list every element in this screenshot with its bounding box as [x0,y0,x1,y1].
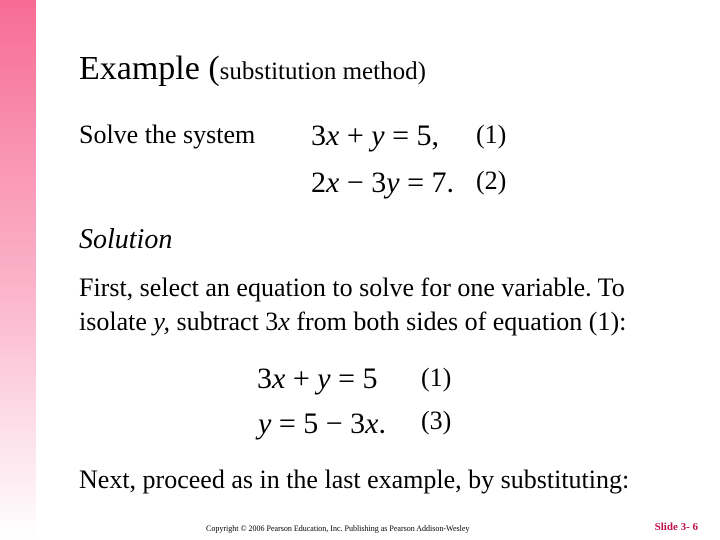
para-text: from both sides of equation (1): [289,307,627,336]
eq-term: = 5 [330,362,378,395]
para-variable-x: x [278,307,290,336]
eq-term: 3 [311,119,326,152]
eq-variable-x: x [365,407,379,440]
solution-paragraph-line-1: First, select an equation to solve for one variable. To [79,273,625,302]
eq-term: − 3 [339,166,387,199]
slide-title [79,52,426,86]
equation-number-1-repeat: (1) [421,363,452,392]
system-equation-2 [311,168,454,198]
slide-number: Slide 3- 6 [654,521,698,533]
copyright-footer: Copyright © 2006 Pearson Education, Inc. Publishing as Pearson Addison-Wesley [206,524,470,533]
accent-band [0,0,36,540]
eq-variable-y: y [258,407,272,440]
solution-equation-1 [257,364,378,394]
eq-term: + [339,119,372,152]
equation-number-3: (3) [421,406,452,435]
equation-number-1: (1) [476,120,507,149]
eq-term: = 5 − 3 [271,407,366,440]
eq-variable-y: y [371,119,385,152]
eq-variable-y: y [317,362,331,395]
eq-term: 2 [311,166,326,199]
solution-equation-3 [258,409,386,439]
solution-heading: Solution [79,224,173,255]
equation-number-2: (2) [476,166,507,195]
solution-paragraph-2: Next, proceed as in the last example, by substituting: [79,465,630,494]
eq-term: = 5, [384,119,439,152]
eq-variable-x: x [326,119,340,152]
para-text: isolate [79,307,154,336]
title-subtitle: substitution method) [219,58,426,85]
eq-variable-x: x [326,166,340,199]
problem-prompt: Solve the system [79,120,256,149]
system-equation-1 [311,121,439,151]
para-text: subtract 3 [169,307,279,336]
eq-term: . [378,407,386,440]
eq-variable-y: y [386,166,400,199]
title-main: Example ( [79,50,220,87]
eq-term: + [285,362,318,395]
eq-term: 3 [257,362,272,395]
eq-term: = 7. [399,166,454,199]
solution-paragraph-line-2 [79,309,626,335]
para-variable-y: y, [153,307,170,336]
eq-variable-x: x [272,362,286,395]
